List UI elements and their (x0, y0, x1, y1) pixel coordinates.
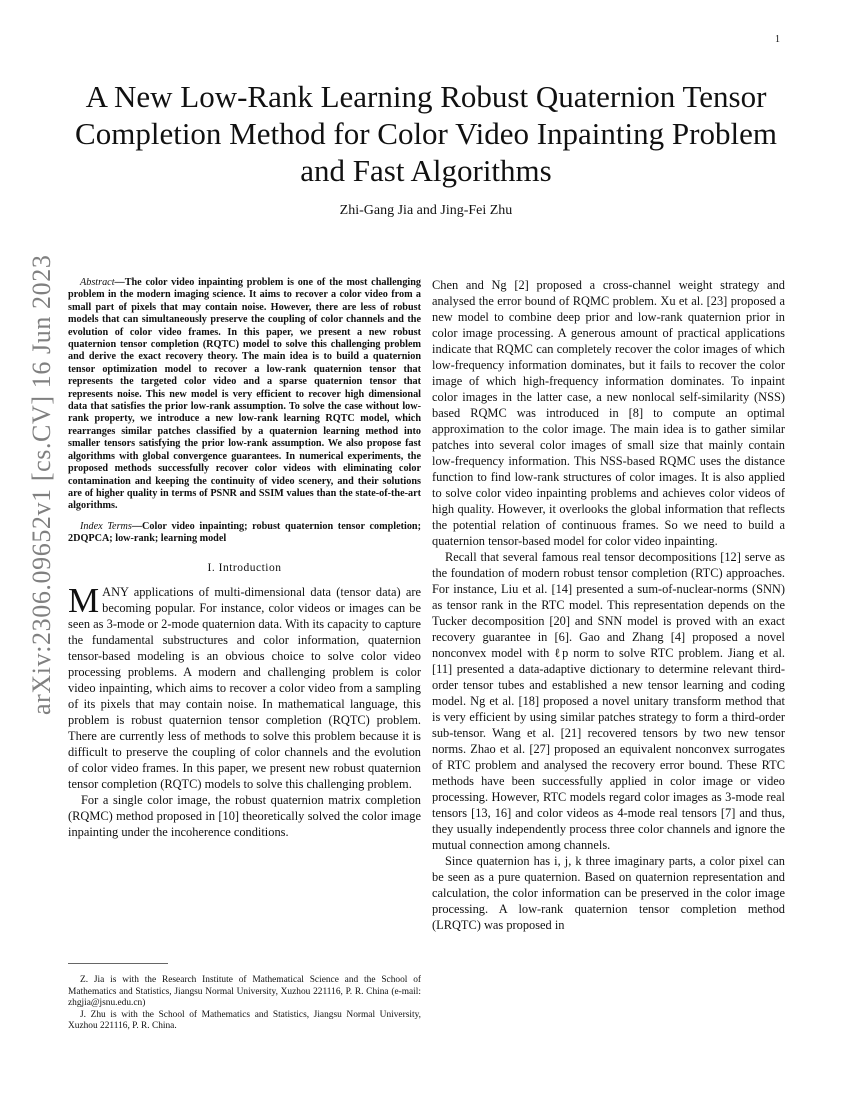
drop-cap: M (68, 580, 100, 620)
intro-paragraph-2: For a single color image, the robust quaternion matrix completion (RQMC) method proposed in [10] theoretically solved the color image inpainting under the incoherence conditions. (68, 792, 421, 839)
arxiv-stamp (22, 254, 62, 720)
abstract-label: Abstract (80, 277, 115, 288)
intro-p1-text: ANY applications of multi-dimensional data (tensor data) are becoming popular. For instance, color videos or images can be seen as 3-mode or 2-mode quaternion data. With its capacity to capture the fundamental substructures and color information, quaternion tensor-based modeling is an obvious choice to solve color video processing problems. A modern and challenging problem is color video inpainting, which aims to recover a color video from a sampling of its pixels that may contain noise. In mathematical language, this problem is robust quaternion tensor completion (RQTC) problem. There are currently less of methods to solve this problem because it is difficult to preserve the coupling of color channels and the evolution of color video frames. In this paper, we present new robust quaternion tensor completion (RQTC) models to solve this challenging problem. (68, 584, 421, 791)
abstract-text: —The color video inpainting problem is one of the most challenging problem in the modern imaging science. It aims to recover a color video from a small part of pixels that may contain noise. However, there are less of robust models that can simultaneously preserve the coupling of color channels and the evolution of color video frames. In this paper, we present a new robust quaternion tensor completion (RQTC) model to solve this challenging problem and derive the exact recovery theory. The main idea is to build a quaternion tensor optimization model to recover a low-rank quaternion tensor that represents the targeted color video and a sparse quaternion tensor that represents noise. This new model is very efficient to recover high dimensional data that satisfies the prior low-rank assumption. To solve the case without low-rank property, we introduce a new low-rank learning RQTC model, which rearranges similar patches classified by a quaternion learning method into smaller tensors satisfying the prior low-rank assumption. We also propose fast algorithms with global convergence guarantees. In numerical experiments, the proposed methods successfully recover color videos with eliminating color contamination and keeping the continuity of video scenery, and their solutions are of higher quality in terms of PSNR and SSIM values than the state-of-the-art algorithms. (68, 277, 421, 512)
footnotes (68, 975, 421, 1033)
section-heading: I. Introduction (207, 561, 282, 574)
right-paragraph-1: Chen and Ng [2] proposed a cross-channel weight strategy and analysed the error bound of RQMC problem. Xu et al. [23] proposed a new model to combine deep prior and low-rank quaternion prior in color image processing. A generous amount of practical applications indicate that RQMC can completely recover the color images of which low-frequency information dominates, but it fails to recover the color image of which high-frequency information dominates. To inpaint color images in the latter case, a new nonlocal self-similarity (NSS) based RQMC was introduced in [8] to compute an optimal approximation to the color image. The main idea is to gather similar patches into several color images of small size that mainly contain low-frequency information. This NSS-based RQMC uses the distance function to find low-rank structures of color images. It is also applied to solve color video inpainting problems and achieves color videos of high quality. However, it overlooks the global information that reflects the potential relation of continuous frames. So we need to build a quaternion tensor-based model for color video inpainting. (432, 278, 785, 548)
right-column (432, 277, 785, 933)
page-number: 1 (775, 34, 780, 45)
right-paragraph-2: Recall that several famous real tensor decompositions [12] serve as the foundation of modern robust tensor completion (RTC) approaches. For instance, Liu et al. [14] presented a sum-of-nuclear-norms (SNN) as tensor rank in the RTC model. This representation depends on the Tucker decomposition [20] and SNN model is proved with an exact recovery guarantee in [6]. Gao and Zhang [4] proposed a novel nonconvex model with ℓp norm to solve RTC problem. Jiang et al. [11] presented a data-adaptive dictionary to determine relevant third-order tensor tubes and established a new tensor learning and coding model. Ng et al. [18] proposed a novel unitary transform method that is very efficient by using similar patches strategy to form a third-order sub-tensor. Wang et al. [21] recovered tensors by two new tensor norms. Zhao et al. [27] proposed an equivalent nonconvex surrogates of RTC problem and analysed the recovery error bound. These RTC methods have been successfully applied in color image or video processing. However, RTC models regard color images as 3-mode real tensors [13, 16] and color videos as 4-mode real tensors [7] and thus, they usually independently process three color channels and ignore the mutual connection among channels. (432, 550, 785, 852)
footnote-1: Z. Jia is with the Research Institute of Mathematical Science and the School of Mathematics and Statistics, Jiangsu Normal University, Xuzhou 221116, P. R. China (e-mail: zhgjia@jsnu.edu.cn) (68, 975, 421, 1008)
arxiv-stamp-text: arXiv:2306.09652v1 [cs.CV] 16 Jun 2023 (27, 254, 56, 715)
abstract (68, 277, 421, 513)
index-terms-label: Index Terms (80, 520, 132, 532)
footnote-rule (68, 963, 168, 964)
authors: Zhi-Gang Jia and Jing-Fei Zhu (339, 203, 513, 218)
index-terms-text: —Color video inpainting; robust quaternion tensor completion; 2DQPCA; low-rank; learning model (68, 520, 421, 545)
paper-title: A New Low-Rank Learning Robust Quaternion Tensor Completion Method for Color Video Inpainting Problem and Fast Algorithms (75, 79, 777, 188)
right-paragraph-3: Since quaternion has i, j, k three imaginary parts, a color pixel can be seen as a pure quaternion. Based on quaternion representation and calculation, the color information can be preserved in the color image processing. A low-rank quaternion tensor completion method (LRQTC) was proposed in (432, 854, 785, 932)
intro-paragraph-1 (68, 580, 421, 792)
footnote-2: J. Zhu is with the School of Mathematics and Statistics, Jiangsu Normal University, Xuzhou 221116, P. R. China. (68, 1009, 421, 1031)
index-terms (68, 521, 421, 546)
left-column (68, 277, 421, 840)
